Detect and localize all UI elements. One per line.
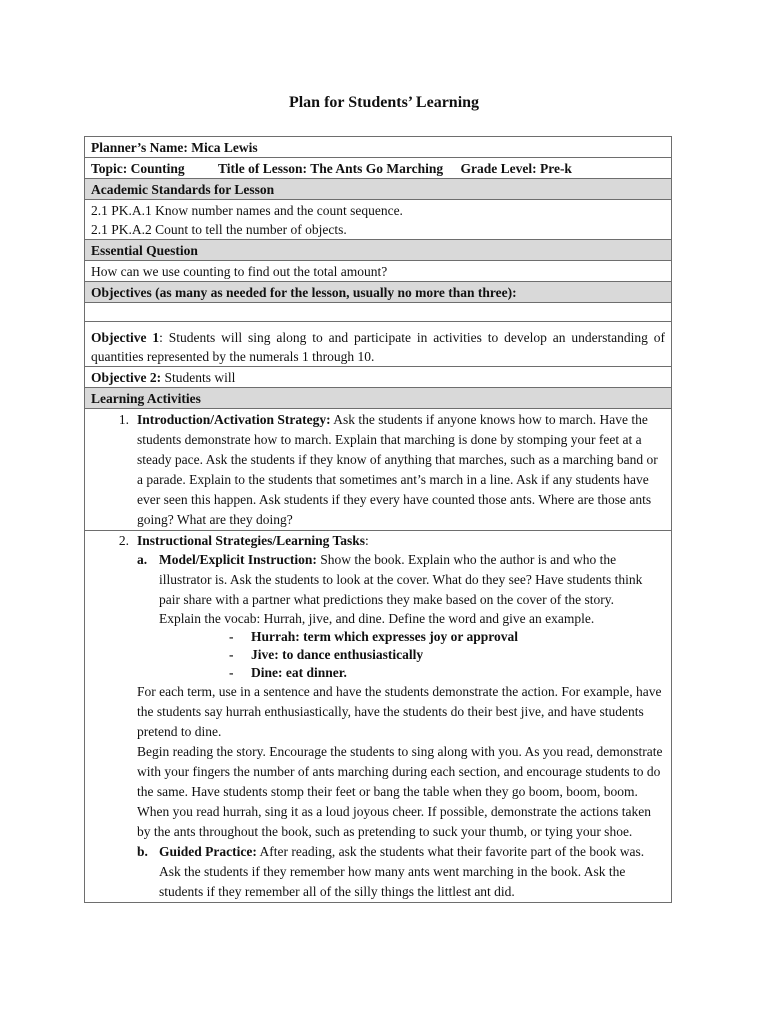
planner-name: Mica Lewis xyxy=(191,140,258,155)
model-instruction-text: Show the book. Explain who the author is and who the illustrator is. Ask the students to look at the cover. What do they see? Have students think pair share with a partner what predictions they make based on the cover of the story. xyxy=(159,552,643,607)
activity-2 xyxy=(85,531,671,902)
page-title: Plan for Students’ Learning xyxy=(288,94,480,111)
list-number: 1. xyxy=(118,412,129,427)
guided-practice-label: Guided Practice: xyxy=(159,844,257,859)
sub-content xyxy=(159,842,665,902)
activity-1-label: Introduction/Activation Strategy: xyxy=(137,412,331,427)
planner-label: Planner’s Name: xyxy=(91,140,188,155)
sub-letter: a. xyxy=(137,552,148,567)
activity-1 xyxy=(85,409,671,531)
lesson-plan-table xyxy=(84,136,672,903)
objective-1 xyxy=(85,322,671,367)
list-content xyxy=(137,532,665,902)
lesson-title-label: Title of Lesson: xyxy=(218,161,308,176)
guided-practice-text: After reading, ask the students what their favorite part of the book was. Ask the students if they remember how many ants went marching in the book. Ask the students if they remember all of the silly things the littlest ant did. xyxy=(159,844,645,899)
dash: - xyxy=(229,665,234,680)
activity-1-text: Ask the students if anyone knows how to march. Have the students demonstrate how to march. Explain that marching is done by stomping your feet at a steady pace. Ask the students if they know of anything that marches, such as a marching band or a parade. Explain to the students that sometimes ant’s march in a line. Ask if any students have ever seen this happen. Ask students if they every have counted those ants. Where are those ants going? What are they doing? xyxy=(137,412,658,527)
activity-2-heading xyxy=(137,532,665,550)
learning-activities-header: Learning Activities xyxy=(85,388,671,409)
essential-question-header: Essential Question xyxy=(85,240,671,261)
model-instruction-label: Model/Explicit Instruction: xyxy=(159,552,317,567)
sub-content xyxy=(159,550,665,628)
essential-question: How can we use counting to find out the total amount? xyxy=(85,261,671,282)
vocab-practice-paragraph: For each term, use in a sentence and have the students demonstrate the action. For example, have the students say hurrah enthusiastically, have the students do their best jive, and have students pretend to dine. xyxy=(137,684,662,739)
blank-row xyxy=(85,303,671,322)
objective-1-label: Objective 1 xyxy=(91,330,160,345)
list-content xyxy=(137,410,665,530)
topic-label: Topic: xyxy=(91,161,128,176)
activity-2-label: Instructional Strategies/Learning Tasks xyxy=(137,533,366,548)
grade-level-label: Grade Level: xyxy=(460,161,537,176)
planner-row xyxy=(85,137,671,158)
standard-item: 2.1 PK.A.2 Count to tell the number of objects. xyxy=(91,222,347,237)
objective-1-text: : Students will sing along to and participate in activities to develop an understanding of quantities represented by the numerals 1 through 10. xyxy=(91,330,665,364)
objectives-header: Objectives (as many as needed for the lesson, usually no more than three): xyxy=(85,282,671,303)
sub-item-b xyxy=(137,842,665,902)
objective-2 xyxy=(85,367,671,388)
reading-paragraph: Begin reading the story. Encourage the students to sing along with you. As you read, demonstrate with your fingers the number of ants marching during each section, and encourage students to do the same. Have students stomp their feet or bang the table when they go boom, boom, boom. When you read hurrah, sing it as a loud joyous cheer. If possible, demonstrate the actions taken by the ants throughout the book, such as pretending to suck your thumb, or tying your shoe. xyxy=(137,744,663,839)
vocab-text: Dine: eat dinner. xyxy=(251,665,347,680)
grade-level-value: Pre-k xyxy=(539,161,572,176)
list-item xyxy=(91,410,665,530)
sub-item-a xyxy=(137,550,665,628)
lesson-title-value: The Ants Go Marching xyxy=(310,161,444,176)
objective-2-text: Students will xyxy=(161,370,236,385)
standards-list xyxy=(85,200,671,240)
vocab-item xyxy=(137,628,665,646)
dash: - xyxy=(229,647,234,662)
vocab-item xyxy=(137,646,665,664)
list-item xyxy=(91,532,665,902)
topic-value: Counting xyxy=(130,161,185,176)
topic-row xyxy=(85,158,671,178)
sub-letter: b. xyxy=(137,844,148,859)
objective-2-label: Objective 2: xyxy=(91,370,162,385)
standards-header: Academic Standards for Lesson xyxy=(85,178,671,200)
standard-item: 2.1 PK.A.1 Know number names and the count sequence. xyxy=(91,203,403,218)
vocab-text: Jive: to dance enthusiastically xyxy=(251,647,424,662)
vocab-item xyxy=(137,664,665,682)
list-number: 2. xyxy=(118,533,129,548)
dash: - xyxy=(229,629,234,644)
activity-2-colon: : xyxy=(365,533,369,548)
vocab-intro: Explain the vocab: Hurrah, jive, and dine. Define the word and give an example. xyxy=(159,611,595,626)
vocab-list xyxy=(137,628,665,682)
vocab-text: Hurrah: term which expresses joy or approval xyxy=(251,629,518,644)
